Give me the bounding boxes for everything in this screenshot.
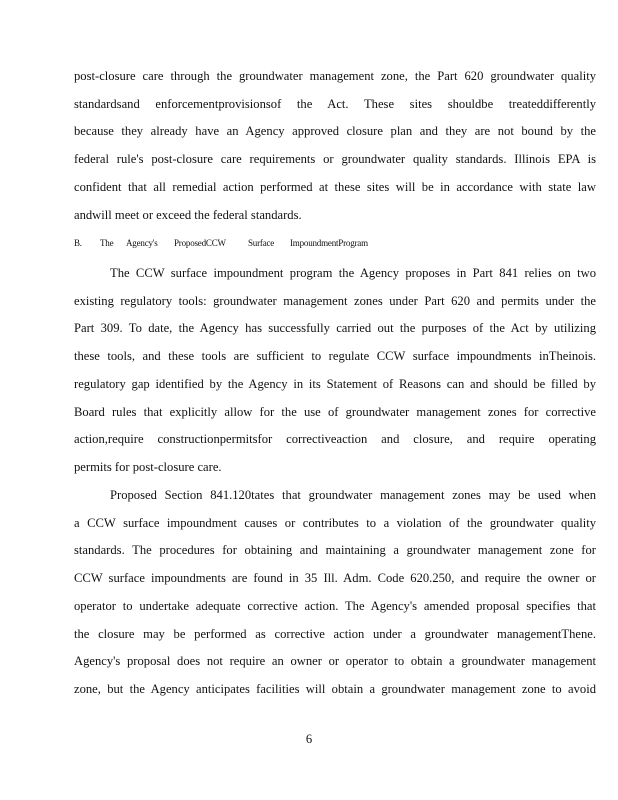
text-line: action,require constructionpermitsfor correctiveaction and closure, and require operating	[74, 432, 596, 447]
text-line: standards. The procedures for obtaining and maintaining a groundwater management zone for	[74, 543, 596, 558]
heading-word: ProposedCCW	[174, 238, 226, 248]
text-line: andwill meet or exceed the federal standards.	[74, 207, 302, 222]
text-line: confident that all remedial action performed at these sites will be in accordance with state law	[74, 179, 596, 194]
paragraph-section-841	[74, 482, 596, 704]
text-line: these tools, and these tools are sufficient to regulate CCW surface impoundments inTheinois.	[74, 349, 596, 364]
text-line: Proposed Section 841.120tates that groundwater management zones may be used when	[110, 488, 596, 502]
text-line: Board rules that explicitly allow for the use of groundwater management zones for corrective	[74, 404, 596, 419]
paragraph-ccw-program	[74, 260, 596, 482]
heading-word: The	[100, 238, 114, 248]
text-line: CCW surface impoundments are found in 35 Ill. Adm. Code 620.250, and require the owner or	[74, 571, 596, 586]
text-line: The CCW surface impoundment program the Agency proposes in Part 841 relies on two	[110, 266, 596, 280]
heading-word: Agency's	[126, 238, 158, 248]
text-line: permits for post-closure care.	[74, 459, 222, 474]
paragraph-post-closure	[74, 63, 596, 229]
text-line: standardsand enforcementprovisionsof the Act. These sites shouldbe treateddifferently	[74, 96, 596, 111]
section-heading	[74, 238, 368, 248]
text-line: a CCW surface impoundment causes or contributes to a violation of the groundwater quality	[74, 515, 596, 530]
text-line: Agency's proposal does not require an owner or operator to obtain a groundwater management	[74, 654, 596, 669]
text-line: federal rule's post-closure care requirements or groundwater quality standards. Illinois EPA is	[74, 152, 596, 167]
heading-word: Surface	[248, 238, 275, 248]
text-line: Part 309. To date, the Agency has successfully carried out the purposes of the Act by utilizing	[74, 321, 596, 336]
text-line: operator to undertake adequate corrective action. The Agency's amended proposal specifies that	[74, 598, 596, 613]
text-line: regulatory gap identified by the Agency in its Statement of Reasons can and should be filled by	[74, 376, 596, 391]
text-line: the closure may be performed as corrective action under a groundwater managementThene.	[74, 626, 596, 641]
heading-word: ImpoundmentProgram	[290, 238, 368, 248]
text-line: post-closure care through the groundwater management zone, the Part 620 groundwater quality	[74, 69, 596, 83]
text-line: existing regulatory tools: groundwater management zones under Part 620 and permits under the	[74, 293, 596, 308]
heading-number: B.	[74, 238, 82, 248]
page-number: 6	[305, 732, 313, 746]
text-line: zone, but the Agency anticipates facilities will obtain a groundwater management zone to avoid	[74, 681, 596, 696]
text-line: because they already have an Agency approved closure plan and they are not bound by the	[74, 124, 596, 139]
